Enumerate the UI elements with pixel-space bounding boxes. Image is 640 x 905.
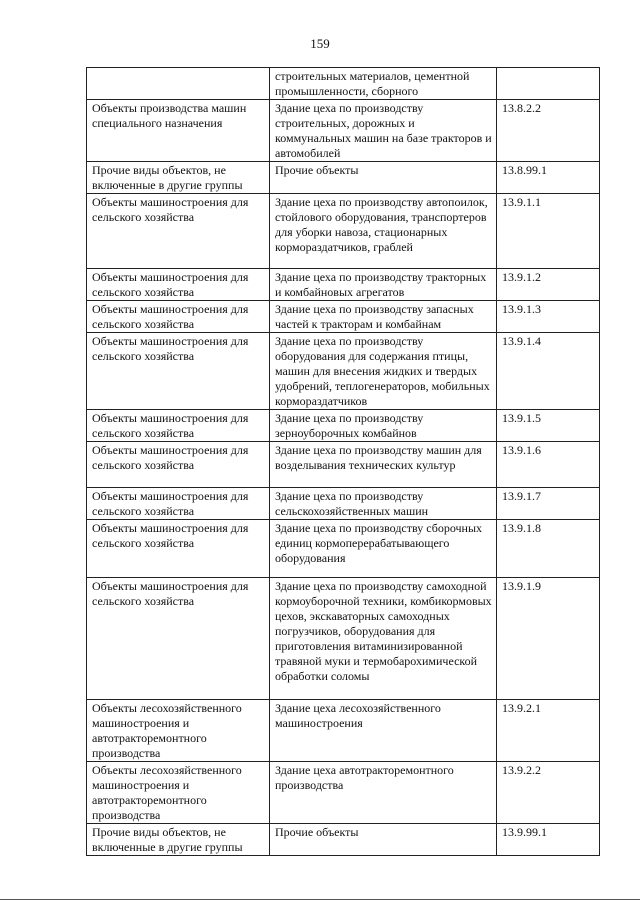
group-cell: Объекты производства машин специального назначения <box>87 100 270 162</box>
object-cell: Здание цеха автотракторемонтного производства <box>270 762 497 824</box>
code-cell: 13.9.1.2 <box>497 269 600 301</box>
object-cell: Здание цеха по производству зерноуборочных комбайнов <box>270 410 497 442</box>
table-row <box>87 301 600 333</box>
table-row <box>87 68 600 100</box>
code-cell: 13.9.1.4 <box>497 333 600 410</box>
group-cell: Объекты машиностроения для сельского хозяйства <box>87 442 270 488</box>
group-cell: Объекты машиностроения для сельского хозяйства <box>87 410 270 442</box>
table-row <box>87 100 600 162</box>
group-cell: Прочие виды объектов, не включенные в другие группы <box>87 162 270 194</box>
object-cell: Здание цеха по производству запасных частей к тракторам и комбайнам <box>270 301 497 333</box>
code-cell: 13.9.1.8 <box>497 520 600 578</box>
group-cell: Объекты машиностроения для сельского хозяйства <box>87 578 270 700</box>
table-row <box>87 442 600 488</box>
group-cell: Объекты машиностроения для сельского хозяйства <box>87 333 270 410</box>
code-cell: 13.9.99.1 <box>497 824 600 856</box>
object-cell: строительных материалов, цементной промышленности, сборного <box>270 68 497 100</box>
page-bottom-rule <box>0 899 640 900</box>
table-row <box>87 269 600 301</box>
group-cell: Объекты лесохозяйственного машиностроения и автотракторемонтного производства <box>87 700 270 762</box>
table-row <box>87 520 600 578</box>
object-cell: Здание цеха по производству сельскохозяйственных машин <box>270 488 497 520</box>
group-cell: Объекты машиностроения для сельского хозяйства <box>87 520 270 578</box>
code-cell: 13.9.2.1 <box>497 700 600 762</box>
group-cell: Объекты лесохозяйственного машиностроения и автотракторемонтного производства <box>87 762 270 824</box>
classifier-table <box>86 67 600 856</box>
code-cell: 13.9.1.5 <box>497 410 600 442</box>
object-cell: Здание цеха по производству машин для возделывания технических культур <box>270 442 497 488</box>
object-cell: Здание цеха по производству тракторных и комбайновых агрегатов <box>270 269 497 301</box>
code-cell: 13.9.2.2 <box>497 762 600 824</box>
code-cell: 13.9.1.7 <box>497 488 600 520</box>
object-cell: Здание цеха по производству оборудования для содержания птицы, машин для внесения жидких и твердых удобрений, теплогенераторов, мобильных кормораздатчиков <box>270 333 497 410</box>
group-cell: Объекты машиностроения для сельского хозяйства <box>87 194 270 269</box>
code-cell <box>497 68 600 100</box>
group-cell: Объекты машиностроения для сельского хозяйства <box>87 301 270 333</box>
table-row <box>87 410 600 442</box>
table-row <box>87 578 600 700</box>
code-cell: 13.8.2.2 <box>497 100 600 162</box>
table-row <box>87 194 600 269</box>
object-cell: Здание цеха лесохозяйственного машиностроения <box>270 700 497 762</box>
code-cell: 13.9.1.1 <box>497 194 600 269</box>
group-cell: Прочие виды объектов, не включенные в другие группы <box>87 824 270 856</box>
table-row <box>87 762 600 824</box>
code-cell: 13.9.1.6 <box>497 442 600 488</box>
object-cell: Здание цеха по производству строительных, дорожных и коммунальных машин на базе тракторов и автомобилей <box>270 100 497 162</box>
object-cell: Здание цеха по производству сборочных единиц кормоперерабатывающего оборудования <box>270 520 497 578</box>
table-row <box>87 162 600 194</box>
group-cell: Объекты машиностроения для сельского хозяйства <box>87 269 270 301</box>
object-cell: Прочие объекты <box>270 162 497 194</box>
table-row <box>87 700 600 762</box>
object-cell: Здание цеха по производству самоходной кормоуборочной техники, комбикормовых цехов, экскаваторных самоходных погрузчиков, оборудования для приготовления витаминизированной травяной муки и термобарохимической обработки соломы <box>270 578 497 700</box>
table-body <box>87 68 600 856</box>
group-cell <box>87 68 270 100</box>
table-row <box>87 824 600 856</box>
code-cell: 13.9.1.3 <box>497 301 600 333</box>
table-row <box>87 333 600 410</box>
object-cell: Прочие объекты <box>270 824 497 856</box>
code-cell: 13.9.1.9 <box>497 578 600 700</box>
table-row <box>87 488 600 520</box>
object-cell: Здание цеха по производству автопоилок, стойлового оборудования, транспортеров для уборки навоза, стационарных кормораздатчиков, граблей <box>270 194 497 269</box>
code-cell: 13.8.99.1 <box>497 162 600 194</box>
page-number: 159 <box>310 36 330 51</box>
group-cell: Объекты машиностроения для сельского хозяйства <box>87 488 270 520</box>
